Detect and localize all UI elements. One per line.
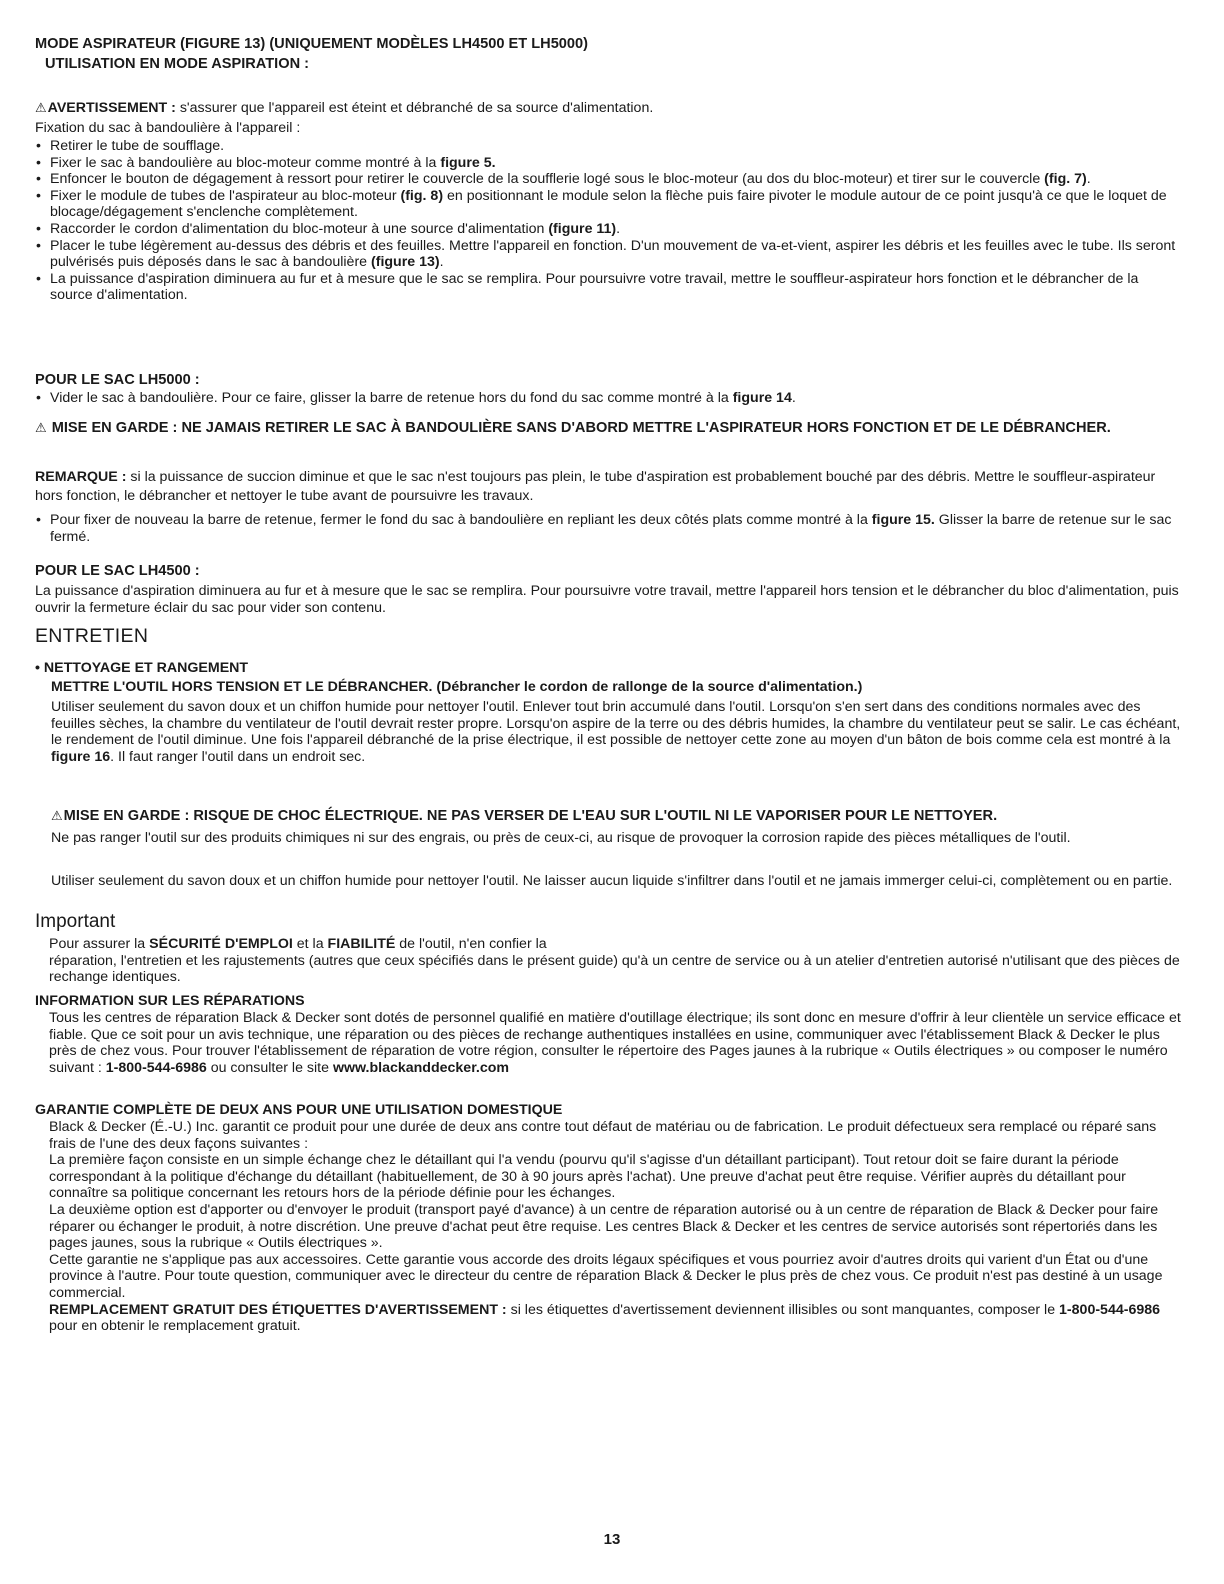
storage-paragraph: Ne pas ranger l'outil sur des produits chimiques ni sur des engrais, ou près de ceux-ci, au risque de provoquer la corrosion rapide des pièces métalliques de l'outil. — [51, 830, 1071, 846]
vacuum-mode-heading — [35, 36, 1180, 72]
shock-caution — [35, 808, 1186, 825]
unplug-instruction: METTRE L'OUTIL HORS TENSION ET LE DÉBRANCHER. (Débrancher le cordon de rallonge de la source d'alimentation.) — [51, 679, 863, 695]
phone-number: 1-800-544-6986 — [105, 1059, 207, 1076]
attach-bag-steps — [35, 138, 1180, 304]
important-title: Important — [35, 911, 116, 932]
warranty-paragraph: Black & Decker (É.-U.) Inc. garantit ce produit pour une durée de deux ans contre tout défaut de matériau ou de fabrication. Le produit défectueux sera remplacé ou réparé sans frais de l'une des deux façons suivantes : — [49, 1119, 1157, 1152]
warning-triangle-icon: ⚠ — [35, 100, 47, 115]
phone-number: 1-800-544-6986 — [1059, 1301, 1161, 1318]
list-item: • La puissance d'aspiration diminuera au fur et à mesure que le sac se remplira. Pour poursuivre votre travail, mettre le souffleur-aspirateur hors fonction et le débrancher de la source d'alimentation. — [35, 271, 1180, 304]
lh5000-caution — [35, 420, 1180, 437]
list-item: • Fixer le module de tubes de l'aspirateur au bloc-moteur (fig. 8) en positionnant le module selon la flèche puis faire pivoter le module autour de ce point jusqu'à ce que le loquet de blocage/dégagement s'enclenche complètement. — [35, 188, 1180, 221]
warranty-paragraph: La deuxième option est d'apporter ou d'envoyer le produit (transport payé d'avance) à un centre de réparation autorisé ou à un centre de réparation de Black & Decker pour faire réparer ou échanger le produit, à notre discrétion. Une preuve d'achat peut être requise. Les centres Black & Decker et les centres de service autorisés sont répertoriés dans les pages jaunes, sous la rubrique « Outils électriques ». — [49, 1201, 1159, 1252]
vacuum-warning — [35, 100, 1180, 117]
vacuum-mode-subtitle: UTILISATION EN MODE ASPIRATION : — [45, 55, 310, 72]
lh5000-note — [35, 468, 1180, 506]
note-text: si la puissance de succion diminue et que le sac n'est toujours pas plein, le tube d'aspiration est probablement bouché par des débris. Mettre le souffleur-aspirateur hors fonction, le débrancher et nettoyer le tube avant de poursuivre les travaux. — [35, 469, 1156, 504]
list-item: • Placer le tube légèrement au-dessus des débris et des feuilles. Mettre l'appareil en fonction. D'un mouvement de va-et-vient, aspirer les débris et les feuilles avec le tube. Ils seront pulvérisés puis déposés dans le sac à bandoulière (figure 13). — [35, 238, 1180, 271]
repairs-paragraph: Tous les centres de réparation Black & Decker sont dotés de personnel qualifié en matière d'outillage électrique; ils sont donc en mesure d'offrir à leur clientèle un service efficace et fiable. Que ce soit pour un avis technique, une réparation ou des pièces de rechange authentiques installées en usine, communiquer avec l'établissement Black & Decker le plus près de chez vous. Pour trouver l'établissement de réparation de votre région, consulter le répertoire des Pages jaunes à la rubrique « Outils électriques » ou composer le numéro suivant : 1-800-544-6986 ou consulter le site www.blackanddecker.com — [49, 1010, 1181, 1076]
warranty-heading: GARANTIE COMPLÈTE DE DEUX ANS POUR UNE UTILISATION DOMESTIQUE — [35, 1102, 563, 1118]
list-item: • Vider le sac à bandoulière. Pour ce faire, glisser la barre de retenue hors du fond du sac comme montré à la figure 14. — [35, 390, 1180, 407]
liquid-paragraph: Utiliser seulement du savon doux et un chiffon humide pour nettoyer l'outil. Ne laisser aucun liquide s'infiltrer dans l'outil et ne jamais immerger celui-ci, complètement ou en partie. — [51, 873, 1173, 889]
list-item: • Retirer le tube de soufflage. — [35, 138, 1180, 155]
note-label: REMARQUE : — [35, 469, 127, 485]
warranty-paragraph: Cette garantie ne s'applique pas aux accessoires. Cette garantie vous accorde des droits légaux spécifiques et vous pourriez avoir d'autres droits qui varient d'un État ou d'une province à l'autre. Pour toute question, communiquer avec le directeur du centre de réparation Black & Decker le plus près de chez vous. Ce produit n'est pas destiné à un usage commercial. — [49, 1251, 1163, 1301]
lh4500-heading: POUR LE SAC LH4500 : — [35, 563, 200, 579]
warning-text: s'assurer que l'appareil est éteint et débranché de sa source d'alimentation. — [175, 100, 654, 116]
lh5000-heading: POUR LE SAC LH5000 : — [35, 372, 200, 388]
list-item: • Raccorder le cordon d'alimentation du bloc-moteur à une source d'alimentation (figure 11). — [35, 221, 1180, 238]
lh5000-caution-text: MISE EN GARDE : NE JAMAIS RETIRER LE SAC À BANDOULIÈRE SANS D'ABORD METTRE L'ASPIRATEUR HORS FONCTION ET DE LE DÉBRANCHER. — [51, 420, 1111, 436]
cleaning-storage-heading: • NETTOYAGE ET RANGEMENT — [35, 660, 249, 676]
website-link: www.blackanddecker.com — [332, 1059, 510, 1076]
warning-label: AVERTISSEMENT : — [47, 100, 176, 116]
list-item: • Enfoncer le bouton de dégagement à ressort pour retirer le couvercle de la soufflerie logé sous le bloc-moteur (au dos du bloc-moteur) et tirer sur le couvercle (fig. 7). — [35, 171, 1180, 188]
warning-triangle-icon: ⚠ — [51, 808, 63, 823]
list-item: • Fixer le sac à bandoulière au bloc-moteur comme montré à la figure 5. — [35, 155, 1180, 172]
attach-bag-heading: Fixation du sac à bandoulière à l'appareil : — [35, 120, 301, 136]
lh5000-reattach — [35, 512, 1180, 545]
repairs-heading: INFORMATION SUR LES RÉPARATIONS — [35, 993, 305, 1009]
warning-triangle-icon: ⚠ — [35, 420, 47, 435]
label-replacement: REMPLACEMENT GRATUIT DES ÉTIQUETTES D'AVERTISSEMENT : si les étiquettes d'avertissement deviennent illisibles ou sont manquantes, composer le 1-800-544-6986 pour en obtenir le remplacement gratuit. — [49, 1301, 1161, 1335]
list-item: • Pour fixer de nouveau la barre de retenue, fermer le fond du sac à bandoulière en repliant les deux côtés plats comme montré à la figure 15. Glisser la barre de retenue sur le sac fermé. — [35, 512, 1180, 545]
cleaning-paragraph: Utiliser seulement du savon doux et un chiffon humide pour nettoyer l'outil. Enlever tout brin accumulé dans l'outil. Lorsqu'on s'en sert dans des conditions normales avec des feuilles sèches, la chambre du ventilateur de l'outil devrait rester propre. Lorsqu'on aspire de la terre ou des débris humides, la chambre du ventilateur peut se salir. Le cas échéant, le rendement de l'outil diminue. Une fois l'appareil débranché de la prise électrique, il est possible de nettoyer cette zone au moyen d'un bâton de bois comme cela est montré à la figure 16. Il faut ranger l'outil dans un endroit sec. — [51, 699, 1181, 765]
lh5000-steps — [35, 390, 1180, 407]
page-number: 13 — [603, 1531, 621, 1548]
vacuum-mode-title: MODE ASPIRATEUR (FIGURE 13) (UNIQUEMENT MODÈLES LH4500 ET LH5000) — [35, 36, 589, 52]
entretien-title: ENTRETIEN — [35, 625, 149, 647]
important-paragraph: Pour assurer la SÉCURITÉ D'EMPLOI et la FIABILITÉ de l'outil, n'en confier la réparation, l'entretien et les rajustements (autres que ceux spécifiés dans le présent guide) qu'à un centre de service ou à un atelier d'entretien autorisé n'utilisant que des pièces de rechange identiques. — [49, 936, 1180, 986]
shock-caution-text: MISE EN GARDE : RISQUE DE CHOC ÉLECTRIQUE. NE PAS VERSER DE L'EAU SUR L'OUTIL NI LE VAPORISER POUR LE NETTOYER. — [63, 808, 998, 824]
warranty-body — [35, 1119, 1184, 1335]
warranty-paragraph: La première façon consiste en un simple échange chez le détaillant qui l'a vendu (pourvu qu'il s'agisse d'un détaillant participant). Tout retour doit se faire durant la période correspondant à la politique d'échange du détaillant (habituellement, de 30 à 90 jours après l'achat). Une preuve d'achat peut être requise. Vérifier auprès du détaillant pour connaître sa politique concernant les retours hors de la période définie pour les échanges. — [49, 1152, 1126, 1202]
lh4500-text: La puissance d'aspiration diminuera au fur et à mesure que le sac se remplira. Pour poursuivre votre travail, mettre l'appareil hors tension et le débrancher du bloc d'alimentation, puis ouvrir la fermeture éclair du sac pour vider son contenu. — [35, 583, 1179, 616]
